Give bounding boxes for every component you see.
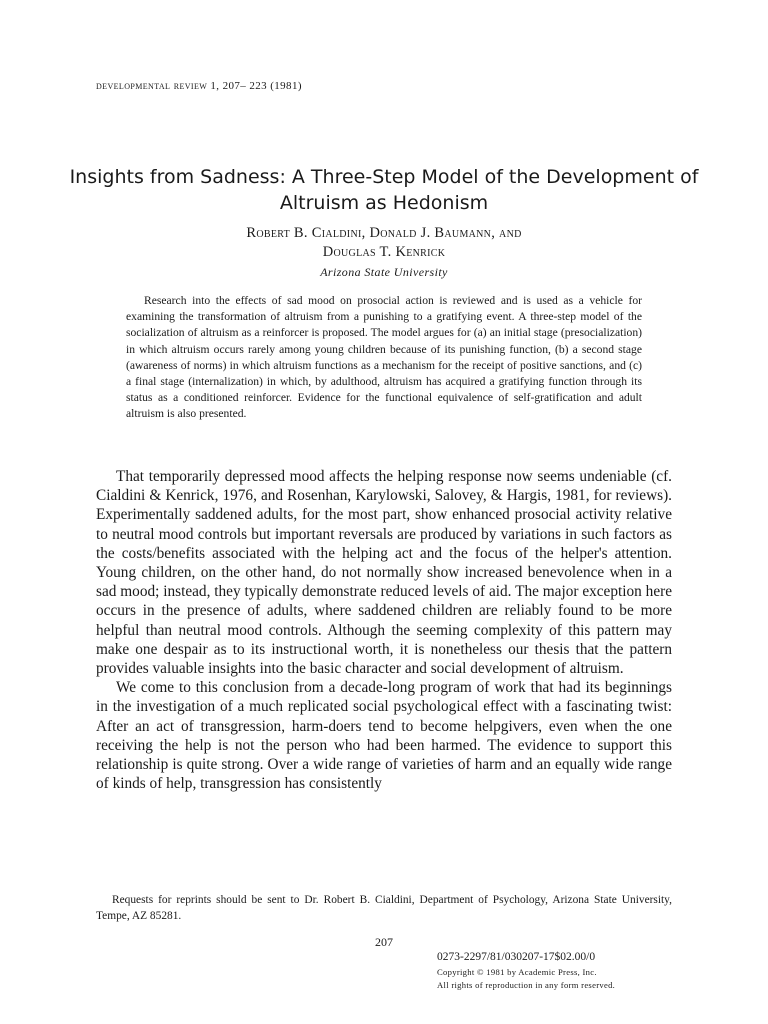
footnote <box>96 893 672 924</box>
page-number: 207 <box>375 935 393 949</box>
article-title: Insights from Sadness: A Three-Step Model of the Development of Altruism as Hedonism <box>69 166 699 214</box>
running-head <box>96 78 302 93</box>
citation: 1, 207– 223 (1981) <box>210 80 302 92</box>
affiliation: Arizona State University <box>320 265 448 279</box>
footnote-text: Requests for reprints should be sent to Dr. Robert B. Cialdini, Department of Psychology, Arizona State University, Tempe, AZ 85281. <box>96 894 672 922</box>
copyright-line: Copyright © 1981 by Academic Press, Inc. <box>437 967 597 977</box>
rights-line: All rights of reproduction in any form reserved. <box>437 980 616 990</box>
author-line-2: Douglas T. Kenrick <box>322 244 446 260</box>
abstract <box>126 293 642 423</box>
author-list <box>60 224 708 262</box>
abstract-text: Research into the effects of sad mood on prosocial action is reviewed and is used as a vehicle for examining the transformation of altruism from a punishing to a gratifying event. A three-step model of the socialization of altruism as a reinforcer is proposed. The model argues for (a) an initial stage (presocialization) in which altruism occurs rarely among young children because of its punishing function, (b) a second stage (awareness of norms) in which altruism functions as a mechanism for the receipt of positive sanctions, and (c) a final stage (internalization) in which, by adulthood, altruism has acquired a gratifying function through its status as a conditioned reinforcer. Evidence for the functional equivalence of self-gratification and adult altruism is also presented. <box>126 294 642 421</box>
author-line-1: Robert B. Cialdini, Donald J. Baumann, and <box>246 225 522 241</box>
body-text <box>96 467 672 793</box>
journal-name: developmental review <box>96 78 208 92</box>
copyright-block <box>437 951 697 992</box>
body-paragraph-1: That temporarily depressed mood affects the helping response now seems undeniable (cf. Cialdini & Kenrick, 1976, and Rosenhan, Karylowski, Salovey, & Hargis, 1981, for reviews). Experimentally saddened adults, for the most part, show enhanced prosocial activity relative to neutral mood controls but important reversals are produced by variations in such factors as the costs/benefits associated with the helping act and the focus of the helper's attention. Young children, on the other hand, do not normally show increased benevolence when in a sad mood; instead, they typically demonstrate reduced levels of aid. The major exception here occurs in the presence of adults, where saddened children are reliably found to be more helpful than neutral mood controls. Although the seeming complexity of this pattern may make one despair as to its instructional worth, it is nonetheless our thesis that the pattern provides valuable insights into the basic character and social development of altruism. <box>96 468 672 678</box>
body-paragraph-2: We come to this conclusion from a decade-long program of work that had its beginnings in the investigation of a much replicated social psychological effect with a fascinating twist: After an act of transgression, harm-doers tend to become helpgivers, even when the one receiving the help is not the person who had been harmed. The evidence to support this relationship is quite strong. Over a wide range of varieties of harm and an equally wide range of kinds of help, transgression has consistently <box>96 679 672 793</box>
article-code: 0273-2297/81/030207-17$02.00/0 <box>437 951 596 963</box>
